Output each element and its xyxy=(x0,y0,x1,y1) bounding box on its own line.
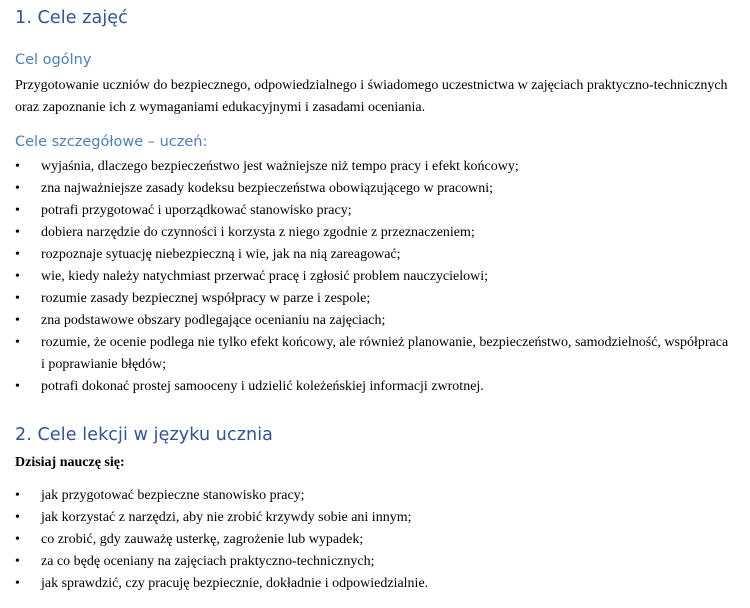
general-goal-text: Przygotowanie uczniów do bezpiecznego, odpowiedzialnego i świadomego uczestnictwa w zajęciach praktyczno-technicznych oraz zapoznanie ich z wymaganiami edukacyjnymi i zasadami oceniania. xyxy=(15,78,728,115)
list-item xyxy=(15,266,730,288)
detailed-goals-heading: Cele szczegółowe – uczeń: xyxy=(15,134,208,150)
bullet-icon: • xyxy=(15,488,20,503)
bullet-icon: • xyxy=(15,576,20,591)
list-item-text: rozumie, że ocenie podlega nie tylko efekt końcowy, ale również planowanie, bezpieczeństwo, samodzielność, współpraca i poprawianie błędów; xyxy=(41,335,729,372)
list-item-text: potrafi dokonać prostej samooceny i udzielić koleżeńskiej informacji zwrotnej. xyxy=(41,379,484,394)
list-item-text: rozumie zasady bezpiecznej współpracy w parze i zespole; xyxy=(41,291,371,306)
list-item-text: dobiera narzędzie do czynności i korzysta z niego zgodnie z przeznaczeniem; xyxy=(41,225,475,240)
list-item-text: wie, kiedy należy natychmiast przerwać pracę i zgłosić problem nauczycielowi; xyxy=(41,269,489,284)
bullet-icon: • xyxy=(15,554,20,569)
bullet-icon: • xyxy=(15,510,20,525)
list-item-text: co zrobić, gdy zauważę usterkę, zagrożenie lub wypadek; xyxy=(41,532,364,547)
list-item xyxy=(15,573,730,595)
list-item xyxy=(15,244,730,266)
list-item-text: potrafi przygotować i uporządkować stanowisko pracy; xyxy=(41,203,352,218)
bullet-icon: • xyxy=(15,379,20,394)
list-item xyxy=(15,222,730,244)
list-item xyxy=(15,200,730,222)
bullet-icon: • xyxy=(15,291,20,306)
list-item-text: zna podstawowe obszary podlegające ocenianiu na zajęciach; xyxy=(41,313,386,328)
detailed-goals-list xyxy=(15,156,730,398)
section-2-heading: 2. Cele lekcji w języku ucznia xyxy=(15,425,273,445)
general-goal-heading: Cel ogólny xyxy=(15,52,92,68)
section-1-heading: 1. Cele zajęć xyxy=(15,8,128,28)
list-item xyxy=(15,310,730,332)
list-item xyxy=(15,551,730,573)
list-item xyxy=(15,178,730,200)
list-item xyxy=(15,376,730,398)
list-item xyxy=(15,156,730,178)
list-item xyxy=(15,529,730,551)
list-item-text: zna najważniejsze zasady kodeksu bezpieczeństwa obowiązującego w pracowni; xyxy=(41,181,494,196)
bullet-icon: • xyxy=(15,159,20,174)
bullet-icon: • xyxy=(15,181,20,196)
bullet-icon: • xyxy=(15,532,20,547)
bullet-icon: • xyxy=(15,225,20,240)
bullet-icon: • xyxy=(15,313,20,328)
list-item-text: rozpoznaje sytuację niebezpieczną i wie, jak na nią zareagować; xyxy=(41,247,401,262)
list-item xyxy=(15,332,730,376)
list-item xyxy=(15,507,730,529)
bullet-icon: • xyxy=(15,269,20,284)
list-item-text: jak przygotować bezpieczne stanowisko pracy; xyxy=(41,488,305,503)
list-item-text: jak sprawdzić, czy pracuję bezpiecznie, dokładnie i odpowiedzialnie. xyxy=(41,576,429,591)
bullet-icon: • xyxy=(15,335,20,350)
list-item-text: jak korzystać z narzędzi, aby nie zrobić krzywdy sobie ani innym; xyxy=(41,510,412,525)
bullet-icon: • xyxy=(15,203,20,218)
list-item-text: za co będę oceniany na zajęciach praktyczno-technicznych; xyxy=(41,554,375,569)
lesson-goals-intro: Dzisiaj nauczę się: xyxy=(15,455,125,470)
lesson-goals-list xyxy=(15,485,730,595)
list-item xyxy=(15,485,730,507)
bullet-icon: • xyxy=(15,247,20,262)
list-item xyxy=(15,288,730,310)
list-item-text: wyjaśnia, dlaczego bezpieczeństwo jest ważniejsze niż tempo pracy i efekt końcowy; xyxy=(41,159,519,174)
